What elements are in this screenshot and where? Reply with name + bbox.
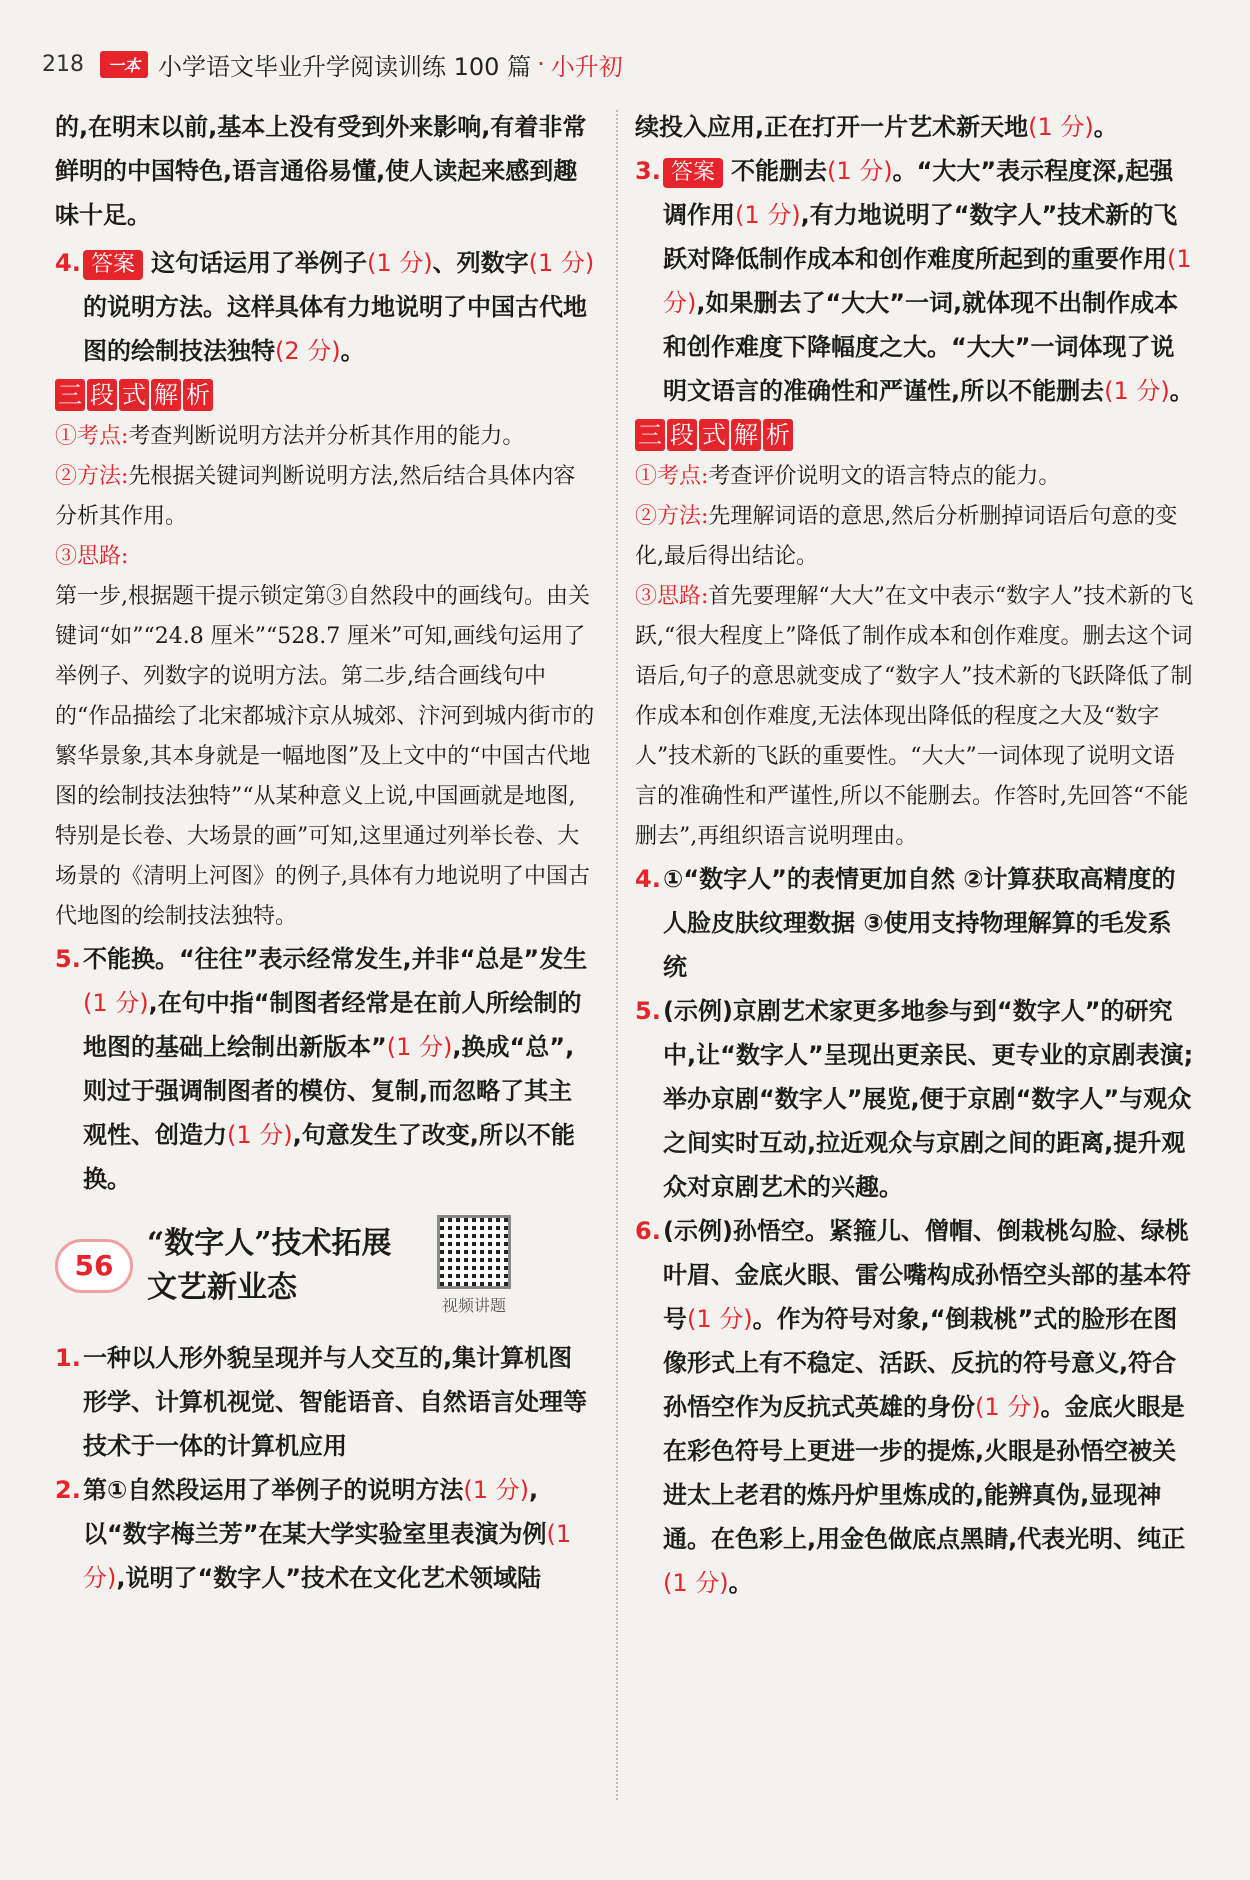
question-number: 6. — [635, 1217, 661, 1245]
score: (1 分) — [1028, 113, 1094, 141]
analysis-text: 首先要理解“大大”在文中表示“数字人”技术新的飞跃,“很大程度上”降低了制作成本和创作难度。删去这个词语后,句子的意思就变成了“数字人”技术新的飞跃降低了制作成本和创作难度,无法体现出降低的程度之大及“数字人”技术新的飞跃的重要性。“大大”一词体现了说明文语言的准确性和严谨性,所以不能删去。作答时,先回答“不能删去”,再组织语言说明理由。 — [635, 584, 1194, 849]
analysis-method — [635, 497, 1195, 577]
answer-item-4 — [635, 857, 1195, 989]
qr-label: 视频讲题 — [441, 1296, 506, 1315]
analysis-approach — [635, 577, 1195, 857]
analysis-label: ②方法: — [635, 504, 709, 529]
heading-char: 式 — [699, 419, 729, 451]
answer-text: 续投入应用,正在打开一片艺术新天地 — [635, 113, 1029, 141]
heading-char: 式 — [119, 379, 149, 411]
answer-tag: 答案 — [83, 250, 143, 280]
score: (1 分) — [827, 157, 893, 185]
analysis-approach: 第一步,根据题干提示锁定第③自然段中的画线句。由关键词“如”“24.8 厘米”“528.7 厘米”可知,画线句运用了举例子、列数字的说明方法。第二步,结合画线句中的“作品描绘了北宋都城汴京从城郊、汴河到城内街市的繁华景象,其本身就是一幅地图”及上文中的“中国古代地图的绘制技法独特”“从某种意义上说,中国画就是地图,特别是长卷、大场景的画”可知,这里通过列举长卷、大场景的《清明上河图》的例子,具体有力地说明了中国古代地图的绘制技法独特。 — [55, 584, 595, 929]
qr-code-icon[interactable] — [437, 1215, 511, 1289]
analysis-label: ①考点: — [635, 464, 709, 489]
answer-tag: 答案 — [663, 158, 723, 188]
heading-char: 段 — [87, 379, 117, 411]
score: (1 分) — [367, 249, 433, 277]
left-column — [55, 105, 595, 1600]
answer-continuation — [635, 105, 1195, 149]
section-title: “数字人”技术拓展文艺新业态 — [147, 1225, 392, 1305]
analysis-label: ①考点: — [55, 424, 129, 449]
heading-char: 解 — [151, 379, 181, 411]
brand-logo: 一本 — [100, 51, 148, 78]
analysis-text: 先理解词语的意思,然后分析删掉词语后句意的变化,最后得出结论。 — [635, 504, 1178, 569]
answer-text: 的说明方法。这样具体有力地说明了中国古代地图的绘制技法独特 — [83, 293, 587, 365]
heading-char: 析 — [763, 419, 793, 451]
series-label: 小升初 — [550, 52, 623, 81]
title-separator: · — [537, 50, 545, 78]
analysis-text: 考查评价说明文的语言特点的能力。 — [708, 464, 1061, 489]
heading-char: 析 — [183, 379, 213, 411]
score: (1 分) — [528, 249, 595, 277]
analysis-label: ②方法: — [55, 464, 129, 489]
score: (1 分) — [386, 1033, 453, 1061]
answer-text: 不能换。“往往”表示经常发生,并非“总是”发生 — [83, 945, 588, 973]
answer-text: 。 — [340, 337, 365, 365]
heading-char: 三 — [55, 379, 85, 411]
answer-text: 。 — [728, 1569, 753, 1597]
score: (1 分) — [663, 245, 1192, 317]
page-number: 218 — [42, 51, 84, 77]
answer-item-6 — [635, 1209, 1195, 1605]
answer-text: 。作为符号对象,“倒栽桃”式的脸形在图像形式上有不稳定、活跃、反抗的符号意义,符合孙悟空作为反抗式英雄的身份 — [663, 1305, 1178, 1421]
answer-text: ,如果删去了“大大”一词,就体现不出制作成本和创作难度下降幅度之大。“大大”一词体现了说明文语言的准确性和严谨性,所以不能删去 — [663, 289, 1179, 405]
score: (1 分) — [663, 1569, 729, 1597]
section-answer-1 — [55, 1336, 595, 1468]
answer-text: ,说明了“数字人”技术在文化艺术领域陆 — [116, 1564, 542, 1592]
answer-text: (示例)孙悟空。紧箍儿、僧帽、倒栽桃勾脸、绿桃叶眉、金底火眼、雷公嘴构成孙悟空头部的基本符号 — [663, 1217, 1191, 1333]
answer-text: (示例)京剧艺术家更多地参与到“数字人”的研究中,让“数字人”呈现出更亲民、更专业的京剧表演;举办京剧“数字人”展览,便于京剧“数字人”与观众之间实时互动,拉近观众与京剧之间的距离,提升观众对京剧艺术的兴趣。 — [663, 997, 1194, 1201]
score: (1 分) — [227, 1121, 293, 1149]
score: (1 分) — [975, 1393, 1041, 1421]
section-header — [55, 1215, 595, 1316]
analysis-text: 考查判断说明方法并分析其作用的能力。 — [128, 424, 525, 449]
column-divider — [616, 110, 618, 1800]
question-number: 1. — [55, 1344, 81, 1372]
answer-text: 这句话运用了举例子 — [151, 249, 368, 277]
answer-text: ①“数字人”的表情更加自然 ②计算获取高精度的人脸皮肤纹理数据 ③使用支持物理解算的毛发系统 — [663, 865, 1176, 981]
question-number: 2. — [55, 1476, 81, 1504]
video-qr[interactable] — [437, 1215, 511, 1316]
answer-text: 。金底火眼是在彩色符号上更进一步的提炼,火眼是孙悟空被关进太上老君的炼丹炉里炼成的,能辨真伪,显现神通。在色彩上,用金色做底点黑睛,代表光明、纯正 — [663, 1393, 1186, 1553]
answer-text: 、列数字 — [432, 249, 529, 277]
answer-text: ,有力地说明了“数字人”技术新的飞跃对降低制作成本和创作难度所起到的重要作用 — [663, 201, 1178, 273]
question-number: 4. — [635, 865, 661, 893]
answer-text: 不能删去 — [731, 157, 828, 185]
score: (1 分) — [463, 1476, 529, 1504]
answer-item-3 — [635, 149, 1195, 413]
question-number: 4. — [55, 249, 81, 277]
answer-text: 。“大大”表示程度深,起强调作用 — [663, 157, 1174, 229]
section-answer-2 — [55, 1468, 595, 1600]
answer-item-5 — [55, 937, 595, 1201]
answer-text: 第①自然段运用了举例子的说明方法 — [83, 1476, 464, 1504]
answer-text: ,换成“总”,则过于强调制图者的模仿、复制,而忽略了其主观性、创造力 — [83, 1033, 575, 1149]
answer-continuation: 的,在明末以前,基本上没有受到外来影响,有着非常鲜明的中国特色,语言通俗易懂,使人读起来感到趣味十足。 — [55, 113, 587, 229]
book-title: 小学语文毕业升学阅读训练 100 篇 — [158, 52, 532, 81]
question-number: 5. — [635, 997, 661, 1025]
analysis-point — [55, 417, 595, 457]
score: (1 分) — [83, 989, 149, 1017]
analysis-approach-label — [55, 537, 595, 577]
score: (1 分) — [1104, 377, 1170, 405]
question-number: 3. — [635, 157, 661, 185]
right-column — [635, 105, 1195, 1605]
answer-item-5 — [635, 989, 1195, 1209]
heading-char: 三 — [635, 419, 665, 451]
analysis-point — [635, 457, 1195, 497]
answer-text: ,在句中指“制图者经常是在前人所绘制的地图的基础上绘制出新版本” — [83, 989, 582, 1061]
analysis-label: ③思路: — [635, 584, 709, 609]
answer-text: 一种以人形外貌呈现并与人交互的,集计算机图形学、计算机视觉、智能语音、自然语言处理等技术于一体的计算机应用 — [83, 1344, 587, 1460]
answer-text: ,句意发生了改变,所以不能换。 — [83, 1121, 575, 1193]
answer-item-4 — [55, 241, 595, 373]
page-header — [42, 44, 623, 84]
section-number-badge: 56 — [55, 1239, 133, 1293]
answer-text: 。 — [1093, 113, 1118, 141]
analysis-heading — [635, 419, 793, 451]
analysis-method — [55, 457, 595, 537]
score: (2 分) — [275, 337, 341, 365]
analysis-text: 先根据关键词判断说明方法,然后结合具体内容分析其作用。 — [55, 464, 576, 529]
analysis-heading — [55, 379, 213, 411]
analysis-label: ③思路: — [55, 544, 129, 569]
answer-text: ,以“数字梅兰芳”在某大学实验室里表演为例 — [83, 1476, 547, 1548]
question-number: 5. — [55, 945, 81, 973]
heading-char: 解 — [731, 419, 761, 451]
answer-text: 。 — [1169, 377, 1194, 405]
score: (1 分) — [687, 1305, 753, 1333]
score: (1 分) — [735, 201, 801, 229]
heading-char: 段 — [667, 419, 697, 451]
score: (1 分) — [83, 1520, 572, 1592]
